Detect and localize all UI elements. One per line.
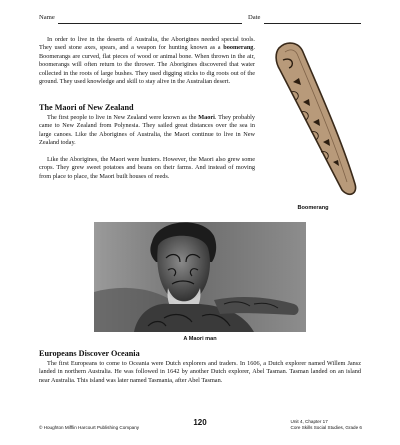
maori-paragraph-2: Like the Aborigines, the Maori were hunters. However, the Maori also grew some crops. They grew sweet potatoes and beans on their farms. And instead of moving from place to place, the Maori built houses of reeds.	[39, 156, 255, 180]
unit-chapter: Unit 4, Chapter 17	[290, 419, 328, 424]
boomerang-caption: Boomerang	[297, 205, 329, 211]
section-heading-europeans: Europeans Discover Oceania	[39, 349, 140, 358]
boomerang-illustration	[263, 38, 363, 200]
section-heading-maori: The Maori of New Zealand	[39, 103, 134, 112]
europeans-paragraph: The first Europeans to come to Oceania were Dutch explorers and traders. In 1606, a Dutch explorer named Willem Jansz landed in northern Australia. He was followed in 1642 by another Dutch explorer, Abel Tasman. Tasman landed on an island near Australia. This island was later named Tasmania, after Abel Tasman.	[39, 360, 361, 384]
book-title: Core Skills Social Studies, Grade 6	[290, 425, 362, 430]
name-label: Name	[39, 14, 55, 21]
maori-man-caption: A Maori man	[183, 336, 217, 342]
footer-book-info	[291, 419, 363, 431]
name-line	[58, 23, 242, 24]
date-line	[264, 23, 361, 24]
page-number: 120	[193, 418, 207, 427]
intro-paragraph: In order to live in the deserts of Australia, the Aborigines needed special tools. They used stone axes, spears, and a weapon for hunting known as a boomerang. Boomerangs are curved, flat pieces of wood or animal bone. When thrown in the air, boomerangs will often return to the thrower. The Aborigines discovered that water collected in the roots of large bushes. They used digging sticks to dig roots out of the ground. They used knowledge and skill to stay alive in the Australian desert.	[39, 36, 255, 86]
term-boomerang: boomerang	[223, 44, 254, 52]
maori-man-photo	[94, 222, 306, 332]
maori-paragraph-1: The first people to live in New Zealand were known as the Maori. They probably came to New Zealand from Polynesia. They sailed great distances over the sea in large canoes. Like the Aborigines of Australia, the Maori continue to live in New Zealand today.	[39, 114, 256, 147]
name-date-header	[39, 14, 361, 26]
copyright-text: © Houghton Mifflin Harcourt Publishing Company	[39, 425, 140, 430]
date-label: Date	[248, 14, 261, 21]
term-maori: Maori	[198, 114, 215, 121]
